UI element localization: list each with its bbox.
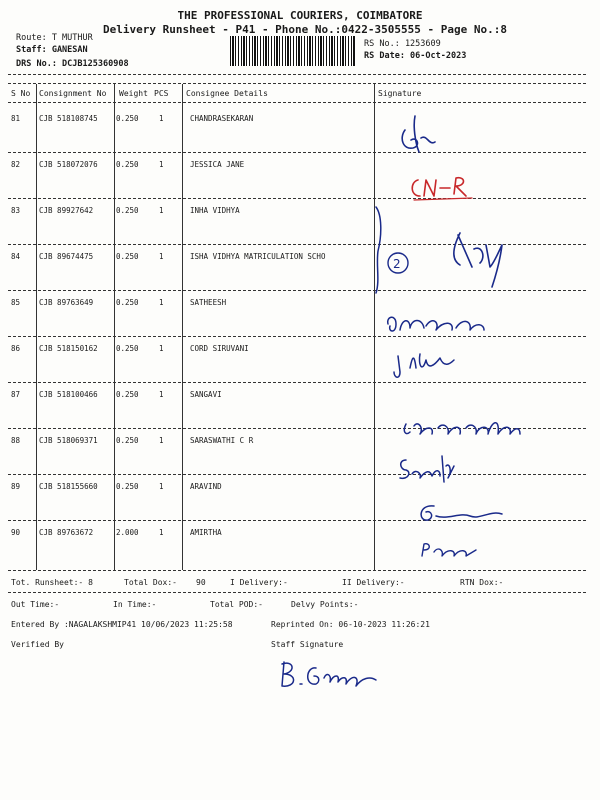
col-header-consignee: Consignee Details (186, 89, 268, 98)
row-consignee: SATHEESH (190, 298, 227, 307)
row-consignee: ISHA VIDHYA MATRICULATION SCHO (190, 252, 326, 261)
drs-number: DRS No.: DCJB125360908 (16, 59, 129, 69)
row-consignment-no: CJB 518108745 (39, 114, 98, 123)
row-sno: 84 (11, 252, 21, 261)
signature-82 (408, 168, 478, 204)
row-weight: 0.250 (116, 252, 139, 261)
row-pcs: 1 (159, 436, 164, 445)
tot-runsheet: Tot. Runsheet:- 8 (11, 578, 93, 587)
signature-83-84 (368, 205, 528, 295)
row-divider (8, 474, 586, 475)
row-consignment-no: CJB 89674475 (39, 252, 94, 261)
signature-circle-number: 2 (393, 257, 401, 271)
barcode (230, 36, 356, 66)
col-header-weight: Weight (119, 89, 148, 98)
total-dox-label: Total Dox:- (124, 578, 177, 587)
row-consignment-no: CJB 89763672 (39, 528, 94, 537)
rtn-dox: RTN Dox:- (460, 578, 504, 587)
out-time: Out Time:- (11, 600, 60, 609)
row-weight: 0.250 (116, 160, 139, 169)
row-pcs: 1 (159, 206, 164, 215)
row-consignment-no: CJB 518100466 (39, 390, 98, 399)
row-weight: 2.000 (116, 528, 139, 537)
signature-81 (395, 112, 445, 160)
row-pcs: 1 (159, 114, 164, 123)
signature-90 (418, 538, 488, 562)
column-separator (114, 84, 115, 570)
entered-by: Entered By :NAGALAKSHMIP41 10/06/2023 11:25:58 (11, 620, 233, 629)
row-pcs: 1 (159, 298, 164, 307)
row-consignment-no: CJB 518150162 (39, 344, 98, 353)
row-pcs: 1 (159, 528, 164, 537)
row-weight: 0.250 (116, 436, 139, 445)
delvy-points: Delvy Points:- (291, 600, 359, 609)
row-sno: 89 (11, 482, 21, 491)
row-pcs: 1 (159, 160, 164, 169)
route-label: Route: T MUTHUR (16, 33, 93, 43)
col-header-signature: Signature (378, 89, 422, 98)
signature-86 (392, 348, 472, 384)
row-consignment-no: CJB 89763649 (39, 298, 94, 307)
staff-label: Staff: GANESAN (16, 45, 88, 55)
i-delivery: I Delivery:- (230, 578, 288, 587)
in-time: In Time:- (113, 600, 157, 609)
divider (8, 74, 586, 75)
row-weight: 0.250 (116, 482, 139, 491)
total-dox-value: 90 (196, 578, 206, 587)
column-separator (36, 84, 37, 570)
row-consignee: CHANDRASEKARAN (190, 114, 254, 123)
ii-delivery: II Delivery:- (342, 578, 405, 587)
row-sno: 86 (11, 344, 21, 353)
row-consignment-no: CJB 518072076 (39, 160, 98, 169)
row-consignment-no: CJB 518069371 (39, 436, 98, 445)
divider (8, 83, 586, 84)
total-pod: Total POD:- (210, 600, 263, 609)
row-consignment-no: CJB 518155660 (39, 482, 98, 491)
row-weight: 0.250 (116, 298, 139, 307)
row-consignee: SANGAVI (190, 390, 222, 399)
verified-by: Verified By (11, 640, 64, 649)
row-consignee: JESSICA JANE (190, 160, 245, 169)
column-separator (182, 84, 183, 570)
rs-number: RS No.: 1253609 (364, 39, 441, 49)
row-consignee: SARASWATHI C R (190, 436, 254, 445)
row-weight: 0.250 (116, 344, 139, 353)
header-divider (8, 102, 586, 103)
runsheet-subtitle: Delivery Runsheet - P41 - Phone No.:0422-3505555 - Page No.:8 (103, 23, 507, 36)
row-divider (8, 198, 586, 199)
row-sno: 85 (11, 298, 21, 307)
signature-89 (414, 498, 514, 528)
row-sno: 88 (11, 436, 21, 445)
staff-signature-label: Staff Signature (271, 640, 344, 649)
company-title: THE PROFESSIONAL COURIERS, COIMBATORE (177, 9, 423, 22)
row-sno: 87 (11, 390, 21, 399)
row-sno: 90 (11, 528, 21, 537)
row-weight: 0.250 (116, 114, 139, 123)
signature-88 (396, 452, 466, 488)
row-consignee: INHA VIDHYA (190, 206, 240, 215)
staff-signature (276, 656, 386, 696)
row-pcs: 1 (159, 252, 164, 261)
row-divider (8, 382, 586, 383)
signature-85 (384, 310, 494, 340)
row-divider (8, 152, 586, 153)
col-header-pcs: PCS (154, 89, 169, 98)
col-header-consignment: Consignment No (39, 89, 107, 98)
row-divider (8, 336, 586, 337)
rs-date: RS Date: 06-Oct-2023 (364, 51, 467, 61)
row-consignee: CORD SIRUVANI (190, 344, 249, 353)
row-consignee: AMIRTHA (190, 528, 222, 537)
row-sno: 81 (11, 114, 21, 123)
row-sno: 82 (11, 160, 21, 169)
row-weight: 0.250 (116, 206, 139, 215)
row-consignee: ARAVIND (190, 482, 222, 491)
row-consignment-no: CJB 89927642 (39, 206, 94, 215)
divider (8, 592, 586, 593)
row-pcs: 1 (159, 344, 164, 353)
row-pcs: 1 (159, 482, 164, 491)
row-sno: 83 (11, 206, 21, 215)
row-weight: 0.250 (116, 390, 139, 399)
col-header-sno: S No (11, 89, 31, 98)
row-pcs: 1 (159, 390, 164, 399)
column-separator (374, 84, 375, 570)
signature-87 (400, 412, 530, 442)
reprinted-on: Reprinted On: 06-10-2023 11:26:21 (271, 620, 430, 629)
divider (8, 570, 586, 571)
